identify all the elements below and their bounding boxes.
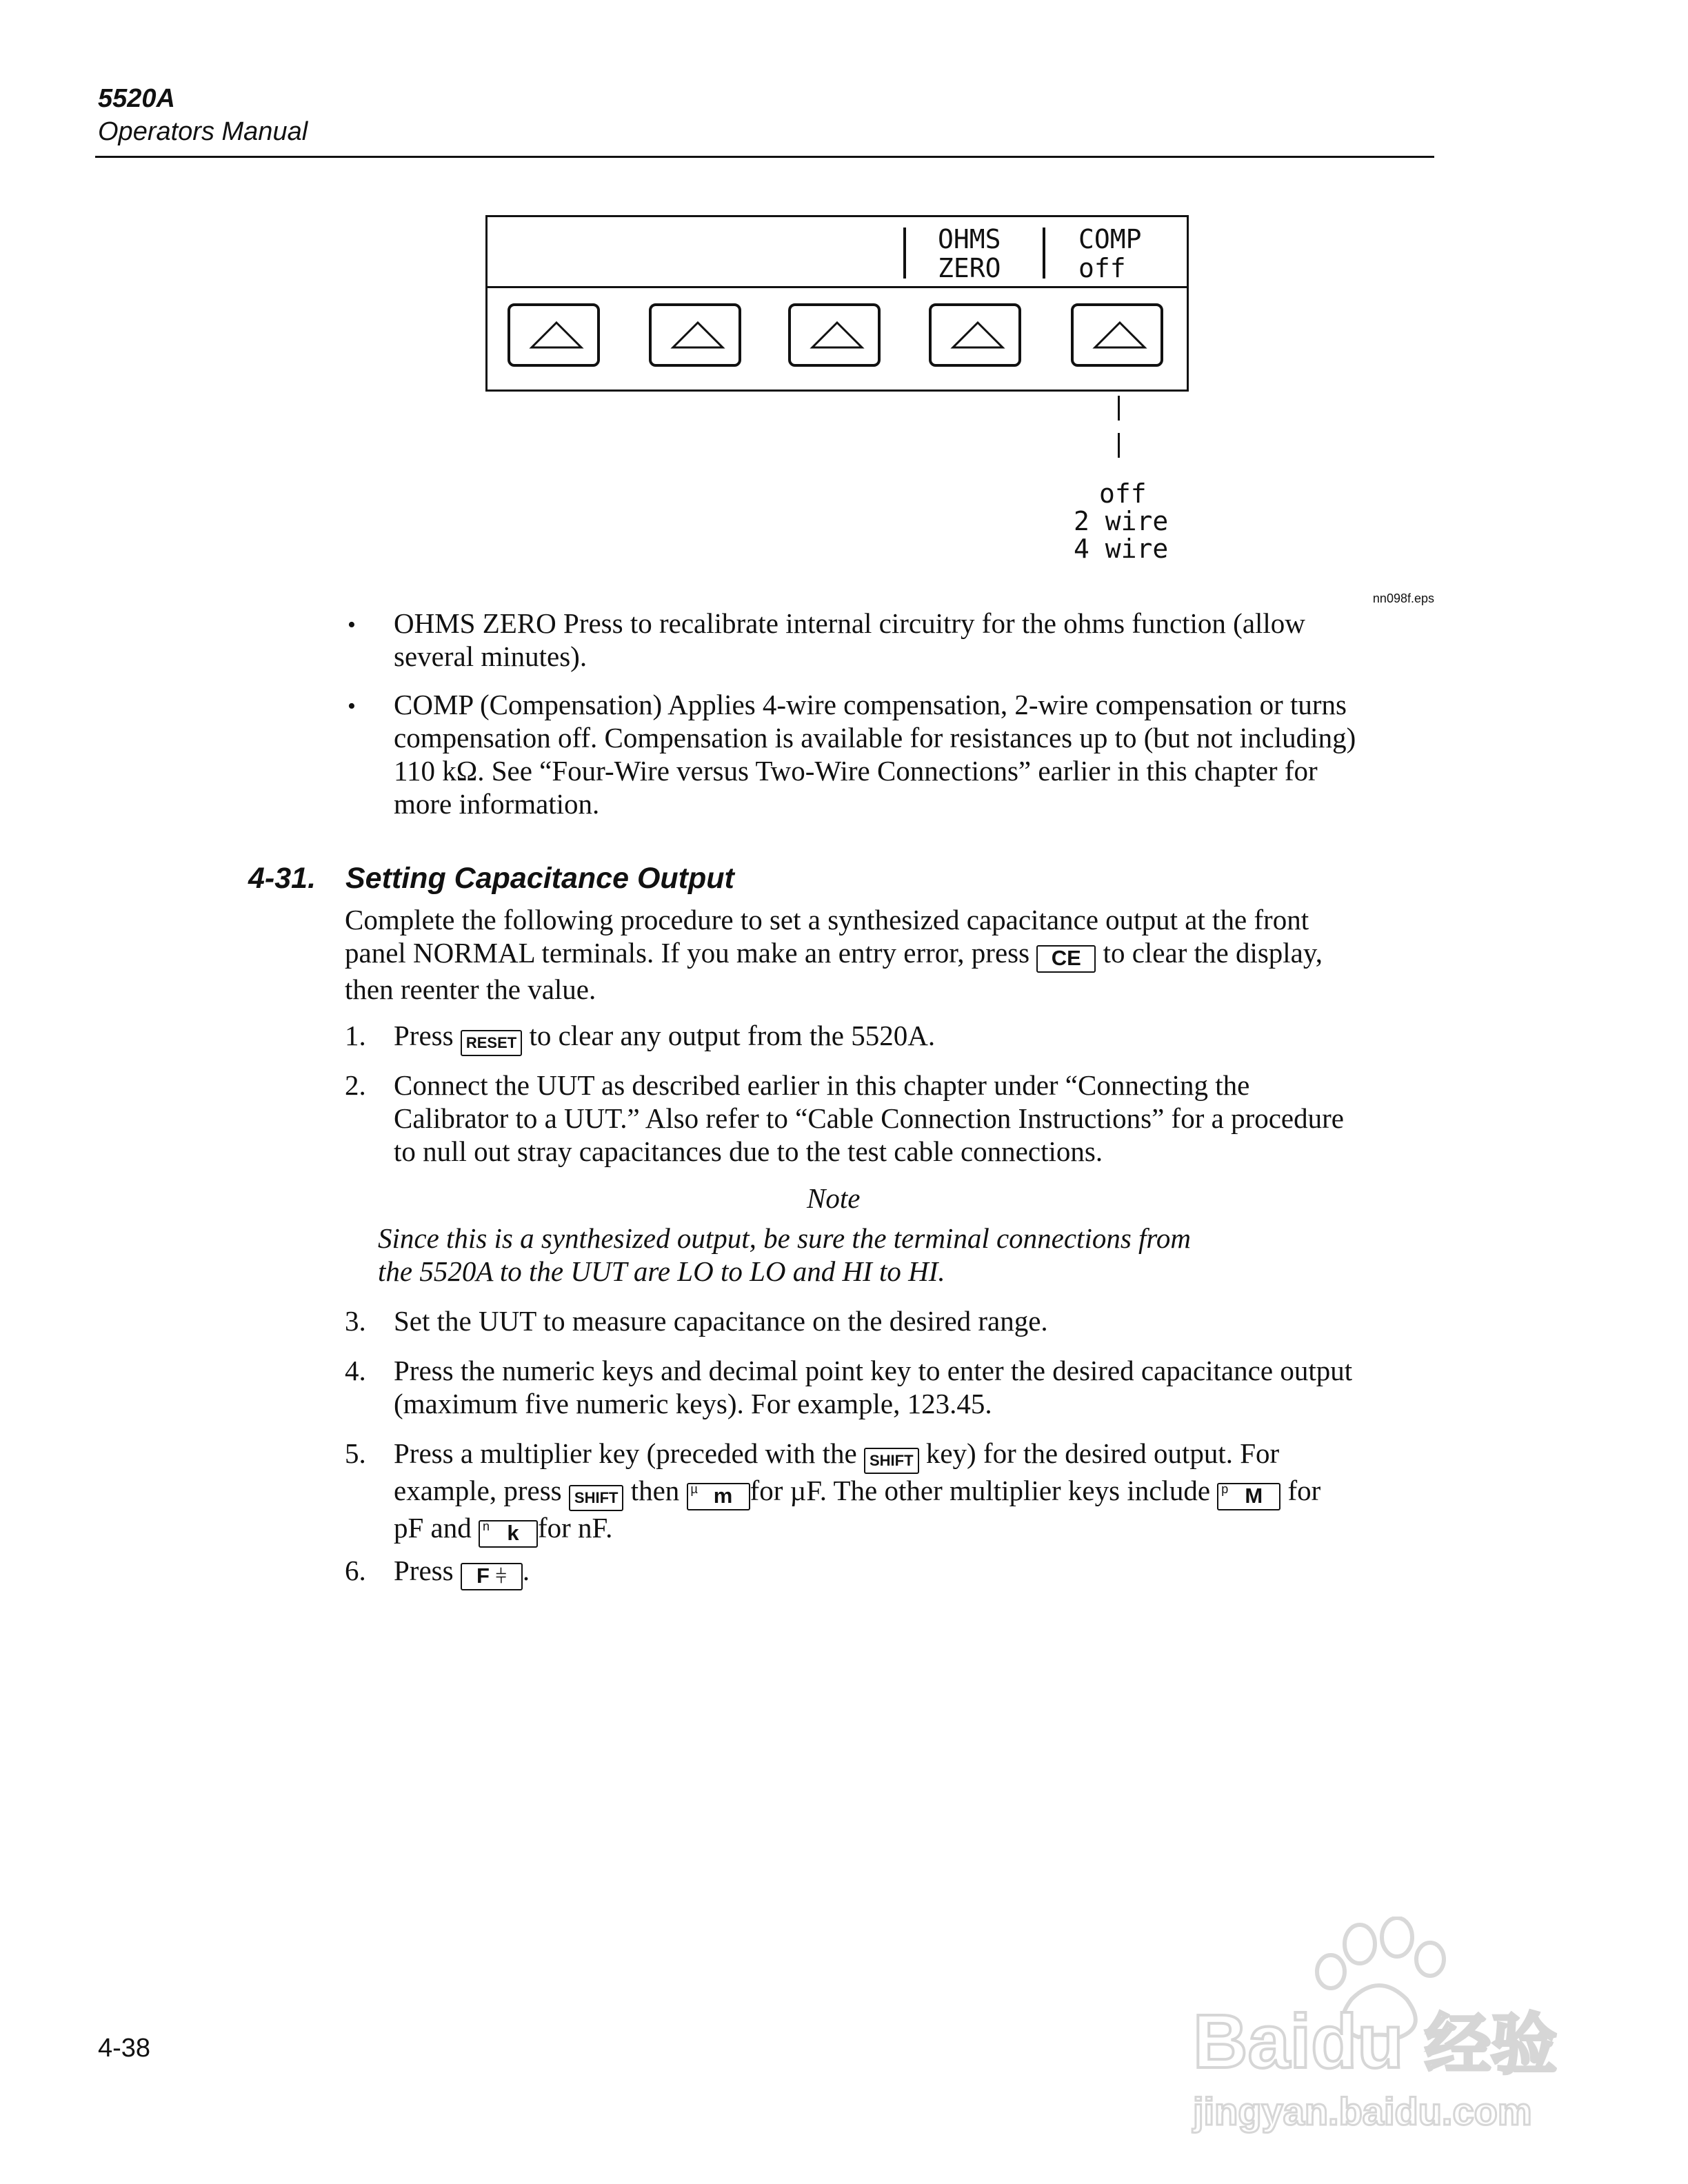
step-number: 6. <box>345 1555 366 1586</box>
display-separator <box>1043 228 1045 279</box>
step-5: Press a multiplier key (preceded with the SHIFT key) for the desired output. For example, press SHIFT then µ m for µF. The other multiplier keys include p M for pF and n k for nF. <box>394 1437 1320 1548</box>
triangle-up-icon <box>1092 320 1147 350</box>
triangle-up-icon <box>529 320 584 350</box>
shift-key: SHIFT <box>864 1448 919 1474</box>
step-number: 5. <box>345 1437 366 1469</box>
micro-m-key: µ m <box>687 1483 750 1510</box>
softkey-label-comp: COMP off <box>1078 224 1142 283</box>
softkey-2[interactable] <box>649 303 741 367</box>
step-number: 1. <box>345 1020 366 1051</box>
reset-key: RESET <box>461 1030 522 1056</box>
section-title: Setting Capacitance Output <box>345 862 734 895</box>
header-rule <box>95 156 1434 158</box>
option-connector <box>1118 433 1120 458</box>
bullet-comp: COMP (Compensation) Applies 4-wire compensation, 2-wire compensation or turns compensation off. Compensation is available for resistances up to (but not including) 110 kΩ. See “Four-Wire versus Two-Wire Connections” earlier in this chapter for more information. <box>394 689 1356 820</box>
softkey-comp[interactable] <box>1071 303 1163 367</box>
watermark-cn: 经验 <box>1425 2008 1558 2082</box>
display-divider <box>485 286 1189 288</box>
step-6: Press F ⫩ . <box>394 1554 530 1590</box>
pico-M-key: p M <box>1217 1483 1280 1510</box>
section-intro: Complete the following procedure to set a synthesized capacitance output at the front panel NORMAL terminals. If you make an entry error, press CE to clear the display, then reenter the value. <box>345 904 1323 1005</box>
watermark-url: jingyan.baidu.com <box>1193 2090 1532 2133</box>
bullet-ohms-zero: OHMS ZERO Press to recalibrate internal circuitry for the ohms function (allow several minutes). <box>394 607 1305 672</box>
triangle-up-icon <box>670 320 725 350</box>
triangle-up-icon <box>950 320 1005 350</box>
bullet-dot: • <box>348 612 356 638</box>
bullet-dot: • <box>348 694 356 719</box>
comp-option-2-wire: 2 wire <box>1074 506 1169 536</box>
display-separator <box>903 228 906 279</box>
figure-label: nn098f.eps <box>1372 592 1434 605</box>
triangle-up-icon <box>810 320 865 350</box>
comp-option-off: off <box>1099 478 1147 509</box>
ce-key: CE <box>1036 945 1096 973</box>
step-number: 4. <box>345 1355 366 1386</box>
section-number: 4-31. <box>248 862 316 895</box>
step-3: Set the UUT to measure capacitance on the desired range. <box>394 1305 1048 1337</box>
option-connector <box>1118 396 1120 421</box>
step-number: 2. <box>345 1069 366 1101</box>
note-text: Since this is a synthesized output, be sure the terminal connections from the 5520A to the UUT are LO to LO and HI to HI. <box>378 1222 1191 1287</box>
softkey-3[interactable] <box>788 303 881 367</box>
nano-k-key: n k <box>479 1520 538 1548</box>
shift-key: SHIFT <box>569 1485 624 1511</box>
farad-key: F ⫩ <box>461 1563 523 1590</box>
note-title: Note <box>807 1182 861 1214</box>
softkey-label-ohms-zero: OHMS ZERO <box>938 224 1001 283</box>
step-number: 3. <box>345 1305 366 1337</box>
page-number: 4-38 <box>98 2034 151 2063</box>
baidu-watermark <box>1165 1917 1593 2144</box>
header-subtitle: Operators Manual <box>98 117 308 146</box>
comp-option-4-wire: 4 wire <box>1074 534 1169 564</box>
step-2: Connect the UUT as described earlier in this chapter under “Connecting the Calibrator to a UUT.” Also refer to “Cable Connection Instructions” for a procedure to null out stray capacitances due to the test cable connections. <box>394 1069 1344 1167</box>
watermark-brand: Baidu <box>1193 1999 1404 2084</box>
header-model: 5520A <box>98 84 175 113</box>
softkey-1[interactable] <box>508 303 600 367</box>
step-4: Press the numeric keys and decimal point key to enter the desired capacitance output (maximum five numeric keys). For example, 123.45. <box>394 1355 1353 1419</box>
softkey-ohms-zero[interactable] <box>929 303 1021 367</box>
step-1: Press RESET to clear any output from the 5520A. <box>394 1019 935 1056</box>
